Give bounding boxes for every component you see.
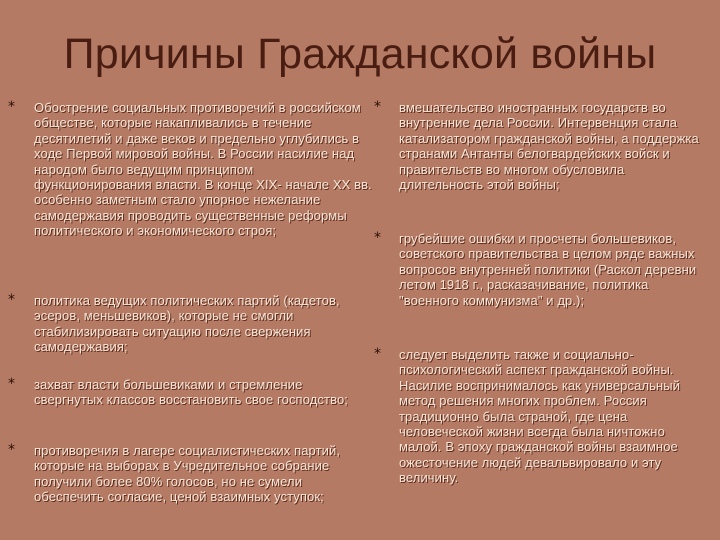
bullet-text: вмешательство иностранных государств во внутренние дела России. Интервенция стала катализатором гражданской войны, а поддержка странами Антанты белогвардейских войск и правительств во многом обусловила длительность этой войны; (399, 100, 699, 193)
bullet-marker: * (374, 230, 381, 246)
bullet-text: противоречия в лагере социалистических партий, которые на выборах в Учредительное собрание получили более 80% голосов, но не сумели обеспечить согласие, ценой взаимных уступок; (34, 443, 341, 505)
bullet-text: захват власти большевиками и стремление свергнутых классов восстановить свое господство; (34, 377, 348, 408)
bullet-marker: * (374, 99, 381, 115)
bullet-marker: * (374, 346, 381, 362)
bullet-text: следует выделить также и социально-психологический аспект гражданской войны. Насилие воспринималось как универсальный метод решения многих проблем. Россия традиционно была страной, где цена человеческой жизни всегда была ничтожно малой. В эпоху гражданской войны взаимное ожесточение людей девальвировало и эту величину. (399, 347, 681, 486)
slide-title: Причины Гражданской войны (63, 30, 657, 78)
bullet-marker: * (8, 99, 15, 115)
bullet-marker: * (8, 292, 15, 308)
bullet-marker: * (8, 442, 15, 458)
bullet-text: Обострение социальных противоречий в российском обществе, которые накапливались в течение десятилетий и даже веков и предельно углубились в ходе Первой мировой войны. В России насилие над народом было ведущим принципом функционирования власти. В конце XIX- начале XX вв. особенно заметным стало упорное нежелание самодержавия проводить существенные реформы политического и экономического строя; (34, 100, 372, 239)
bullet-text: грубейшие ошибки и просчеты большевиков, советского правительства в целом ряде важных вопросов внутренней политики (Раскол деревни летом 1918 г., расказачивание, политика "военного коммунизма" и др.); (399, 231, 697, 308)
bullet-text: политика ведущих политических партий (кадетов, эсеров, меньшевиков), которые не смогли стабилизировать ситуацию после свержения самодержавия; (34, 293, 340, 355)
bullet-marker: * (8, 376, 15, 392)
